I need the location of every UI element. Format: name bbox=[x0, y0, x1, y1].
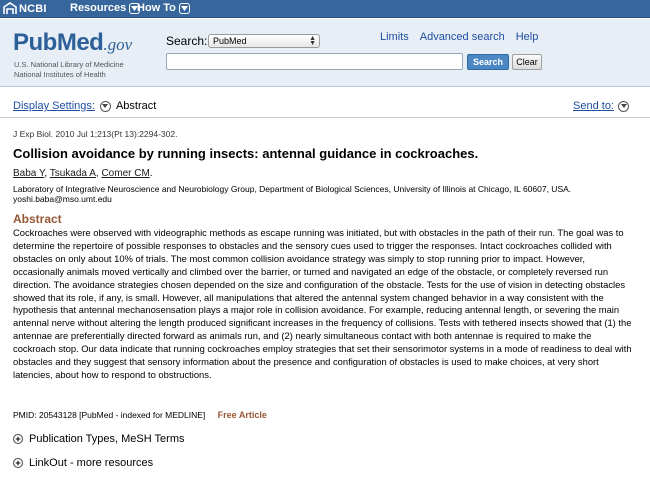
limits-link[interactable]: Limits bbox=[380, 31, 409, 43]
search-button[interactable]: Search bbox=[467, 54, 509, 70]
advanced-search-link[interactable]: Advanced search bbox=[419, 31, 505, 43]
author-link[interactable]: Baba Y bbox=[13, 168, 45, 179]
chevron-down-icon[interactable] bbox=[179, 3, 190, 14]
pmid-line bbox=[13, 410, 267, 420]
display-format-value: Abstract bbox=[115, 100, 157, 112]
ncbi-logo-icon bbox=[3, 2, 17, 15]
affiliation-email: yoshi.baba@mso.umt.edu bbox=[13, 194, 112, 204]
header-links bbox=[380, 31, 538, 43]
journal-citation: J Exp Biol. 2010 Jul 1;213(Pt 13):2294-302. bbox=[13, 129, 178, 139]
publication-types-expander[interactable] bbox=[13, 433, 185, 445]
logo-subtitle bbox=[14, 60, 124, 80]
pmid-text: PMID: 20543128 [PubMed - indexed for MEDLINE] bbox=[13, 410, 206, 420]
logo-sub-nih: National Institutes of Health bbox=[14, 70, 106, 79]
ncbi-logo-text: NCBI bbox=[19, 2, 47, 15]
logo-gov: .gov bbox=[103, 35, 133, 54]
pubmed-logo[interactable] bbox=[13, 29, 132, 57]
updown-arrows-icon: ▲ ▼ bbox=[309, 35, 316, 47]
linkout-expander[interactable] bbox=[13, 457, 153, 469]
plus-icon[interactable]: + bbox=[13, 458, 23, 468]
how-to-label: How To bbox=[137, 2, 176, 14]
abstract-text: Cockroaches were observed with videographic methods as escape running was initiated, but with obstacles in the path of their run. The goal was to determine the repertoire of possible responses to obstacles and the sensory cues used to trigger the responses. Intact cockroaches collided with obstacles on only about 10% of trials. The most common collision avoidance strategy was simply to stop running prior to impact. However, occasionally animals moved vertically and climbed over the barrier, or turned and navigated an edge of the obstacle, or completely reversed run direction. The avoidance strategies chosen depended on the size and configuration of the obstacle. Tests for the use of vision in detecting obstacles showed that its role, if any, is small. However, all manipulations that altered the antennal system changed behavior in a way consistent with the hypothesis that antennal mechanosensation plays a major role in collision avoidance. For example, reducing antennal length, or severing the main antennal nerve without altering the length produced significant increases in the frequency of collisions. Tests with tethered insects showed that (1) the antennae are preferentially directed forward as animals run, and (2) nearly simultaneous contact with both antennae is required to make the cockroach stop. Our data indicate that running cockroaches employ strategies that set their sensorimotor systems in a mode of readiness to deal with obstacles and they suggest that sensory information about the presence and configuration of obstacles is used to make choices, at very short latencies, about how to respond to obstructions. bbox=[13, 227, 632, 380]
author-list: Baba Y, Tsukada A, Comer CM. bbox=[13, 168, 153, 179]
help-link[interactable]: Help bbox=[515, 31, 539, 43]
ncbi-logo[interactable] bbox=[3, 2, 47, 15]
display-settings-bar bbox=[0, 88, 650, 118]
how-to-menu[interactable] bbox=[137, 2, 190, 14]
database-select[interactable] bbox=[208, 34, 320, 48]
author-link[interactable]: Comer CM bbox=[101, 168, 150, 179]
display-settings-link[interactable]: Display Settings: bbox=[13, 100, 95, 112]
chevron-down-icon[interactable] bbox=[100, 101, 111, 112]
send-to-link[interactable]: Send to: bbox=[573, 100, 614, 112]
affiliation-text: Laboratory of Integrative Neuroscience and Neurobiology Group, Department of Biological Sciences, University of Illinois at Chicago, IL 60607, USA. bbox=[13, 184, 572, 194]
pubmed-header bbox=[0, 19, 650, 87]
expander-label[interactable]: Publication Types, MeSH Terms bbox=[29, 433, 185, 445]
send-to[interactable] bbox=[573, 100, 629, 112]
resources-menu[interactable] bbox=[70, 2, 140, 14]
ncbi-top-bar bbox=[0, 0, 650, 18]
clear-button[interactable]: Clear bbox=[512, 54, 542, 70]
free-article-link[interactable]: Free Article bbox=[217, 410, 267, 420]
search-input[interactable] bbox=[166, 53, 463, 70]
resources-label: Resources bbox=[70, 2, 127, 14]
database-select-value: PubMed bbox=[213, 36, 247, 46]
expander-label[interactable]: LinkOut - more resources bbox=[29, 457, 154, 469]
article-title: Collision avoidance by running insects: antennal guidance in cockroaches. bbox=[13, 146, 479, 161]
search-label: Search: bbox=[166, 34, 208, 48]
display-settings bbox=[13, 100, 156, 112]
plus-icon[interactable]: + bbox=[13, 434, 23, 444]
logo-pubmed: PubMed bbox=[13, 29, 104, 56]
chevron-down-icon[interactable] bbox=[618, 101, 629, 112]
author-link[interactable]: Tsukada A bbox=[49, 168, 96, 179]
affiliation bbox=[13, 184, 613, 204]
logo-sub-nlm: U.S. National Library of Medicine bbox=[14, 60, 124, 69]
abstract-heading: Abstract bbox=[13, 212, 62, 226]
